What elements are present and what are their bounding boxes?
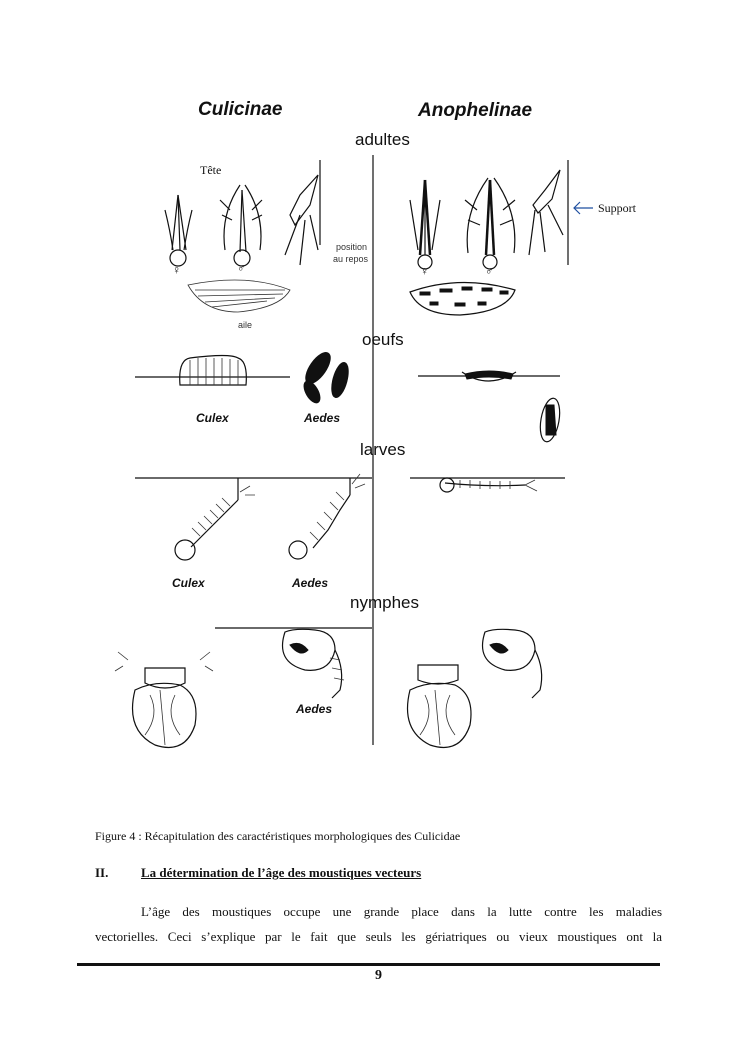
male-symbol-anophelinae: ♂ [485,264,494,278]
culicinae-female-head [165,195,192,266]
culicinae-male-head [220,185,262,266]
footer-rule [77,963,660,966]
aedes-pupa [283,629,345,698]
paragraph-line-2: vectorielles. Ceci s’explique par le fait que seuls les gériatriques ou vieux moustiques ont la [95,929,662,944]
female-symbol-culicinae: ♀ [172,263,181,277]
stage-larvae-label: larves [360,440,406,459]
anophelinae-header: Anophelinae [418,100,533,121]
male-symbol-culicinae: ♂ [237,261,246,275]
rest-position-label-2: au repos [333,254,369,264]
larvae-aedes-label: Aedes [292,576,329,590]
female-symbol-anophelinae: ♀ [420,264,429,278]
pupae-aedes-label: Aedes [296,702,333,716]
anophelinae-rest-position [529,160,568,265]
aedes-eggs [301,349,352,406]
stage-adults-label: adultes [355,130,410,149]
paragraph-line-1: L’âge des moustiques occupe une grande place dans la lutte contre les maladies [141,904,662,919]
larvae-culex-label: Culex [172,576,205,590]
anopheles-larva [410,478,565,492]
page-number: 9 [375,968,382,983]
culicinae-header: Culicinae [198,99,283,120]
section-title: La détermination de l’âge des moustiques vecteurs [141,865,422,880]
anophelinae-wing [410,282,515,315]
support-arrow [574,202,593,214]
stage-eggs-label: oeufs [362,330,404,349]
anophelinae-male-head [465,178,515,269]
section-number: II. [95,865,109,880]
wing-label: aile [238,320,253,330]
eggs-aedes-label: Aedes [304,411,341,425]
head-label: Tête [200,163,222,177]
rest-position-label-1: position [336,242,368,252]
culicinae-rest-position [285,160,320,265]
eggs-culex-label: Culex [196,411,229,425]
anopheles-egg [418,371,563,443]
culicinae-wing [188,280,290,312]
anophelinae-female-head [410,180,440,269]
body-paragraph [95,899,662,949]
culex-larva [135,478,372,560]
support-label: Support [598,201,637,215]
figure-caption: Figure 4 : Récapitulation des caractéristiques morphologiques des Culicidae [95,829,461,843]
anopheles-pupa [408,629,542,747]
culex-egg-raft [135,356,290,386]
aedes-larva [289,474,365,559]
culex-pupa [115,628,372,748]
stage-pupae-label: nymphes [350,593,419,612]
